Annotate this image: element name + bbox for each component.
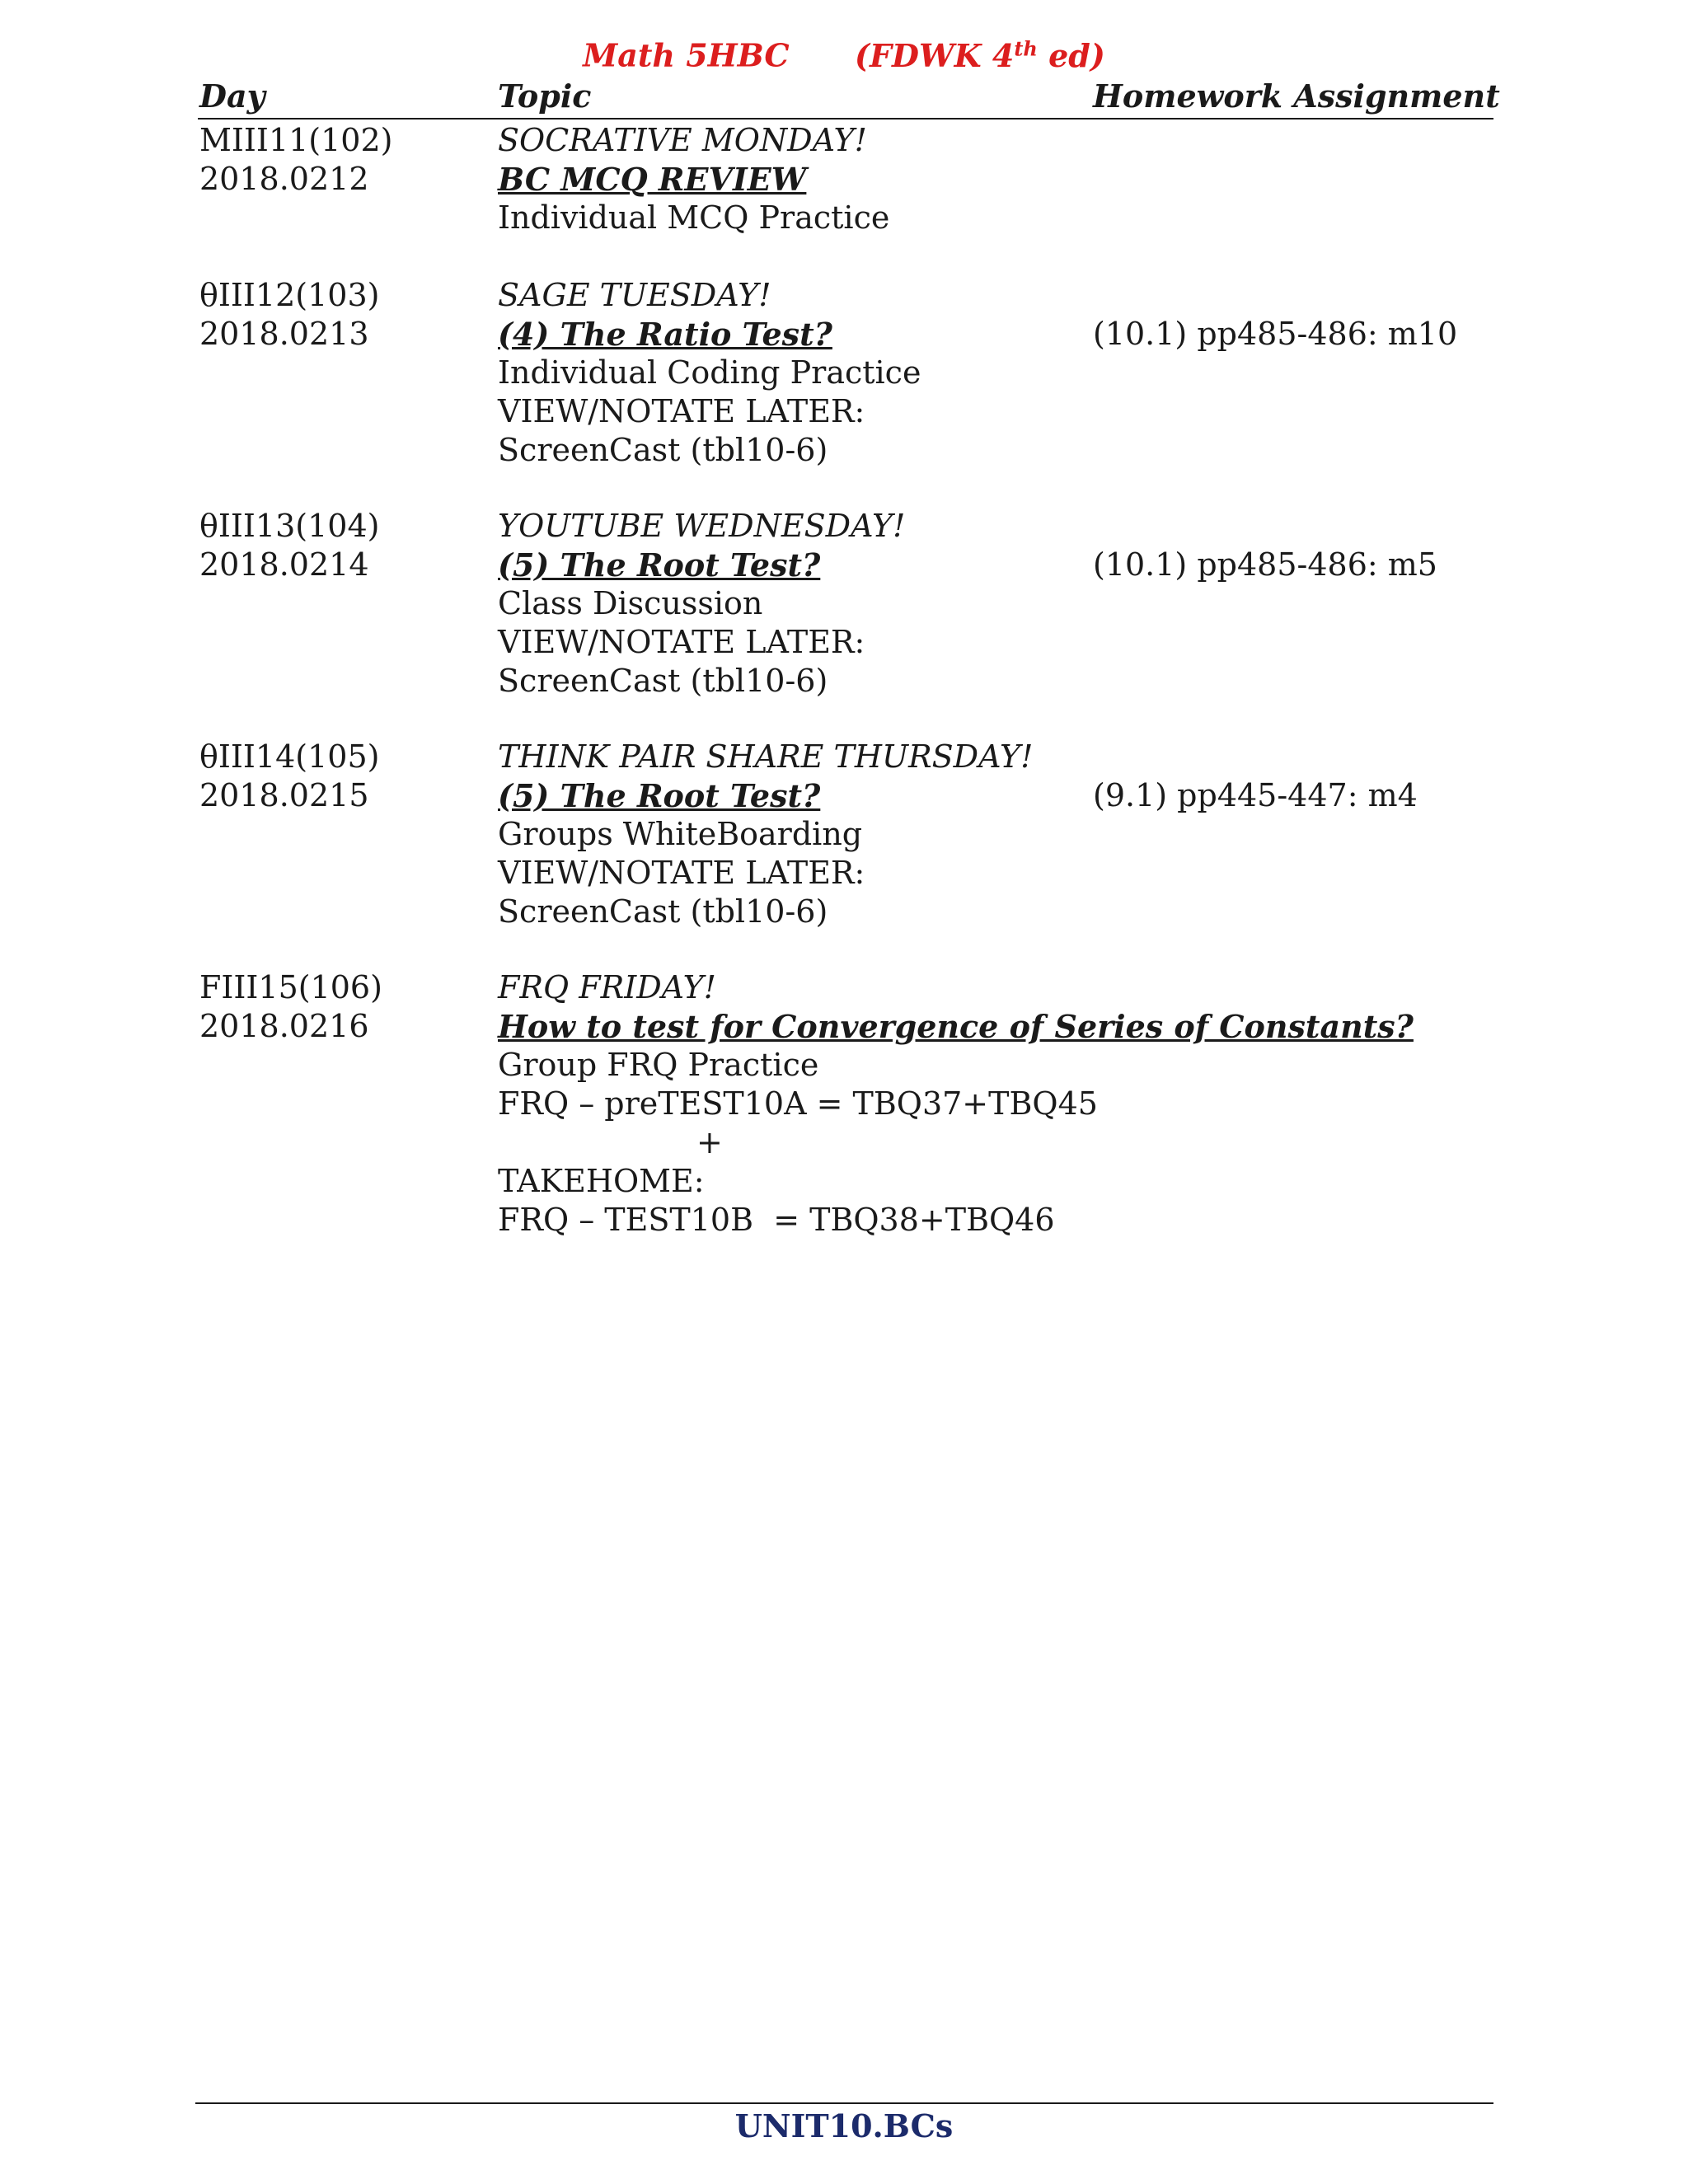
lesson-title: How to test for Convergence of Series of Constants? <box>498 1008 1414 1045</box>
topic-line: TAKEHOME: <box>498 1163 705 1199</box>
topic-line: ScreenCast (tbl10-6) <box>498 432 828 468</box>
topic-line: VIEW/NOTATE LATER: <box>498 393 865 429</box>
day-theme: YOUTUBE WEDNESDAY! <box>498 508 906 544</box>
topic-line: Individual Coding Practice <box>498 354 921 391</box>
day-theme: FRQ FRIDAY! <box>498 969 716 1005</box>
topic-line: Class Discussion <box>498 585 763 621</box>
homework-assignment: (9.1) pp445-447: m4 <box>1093 777 1418 813</box>
topic-line: Group FRQ Practice <box>498 1047 819 1083</box>
topic-line: VIEW/NOTATE LATER: <box>498 624 865 660</box>
day-date: 2018.0212 <box>199 161 369 197</box>
footer-rule <box>195 2102 1493 2104</box>
footer-unit-label: UNIT10.BCs <box>734 2107 954 2144</box>
day-theme: SAGE TUESDAY! <box>498 277 771 313</box>
course-name: Math 5HBC <box>583 36 790 74</box>
topic-line: ScreenCast (tbl10-6) <box>498 893 828 930</box>
column-header-topic: Topic <box>498 77 592 115</box>
document-title <box>0 36 1688 74</box>
lesson-title: BC MCQ REVIEW <box>498 161 807 198</box>
lesson-title: (5) The Root Test? <box>498 777 821 814</box>
topic-line: Individual MCQ Practice <box>498 199 890 236</box>
column-header-homework: Homework Assignment <box>1093 77 1500 115</box>
day-date: 2018.0215 <box>199 777 369 813</box>
lesson-title: (5) The Root Test? <box>498 546 821 583</box>
day-code: θIII12(103) <box>199 277 380 313</box>
edition-label: (FDWK 4th ed) <box>855 36 1105 74</box>
day-theme: THINK PAIR SHARE THURSDAY! <box>498 738 1034 775</box>
topic-line: + <box>696 1124 723 1160</box>
day-date: 2018.0214 <box>199 546 369 583</box>
topic-line: FRQ – preTEST10A = TBQ37+TBQ45 <box>498 1085 1098 1122</box>
topic-line: Groups WhiteBoarding <box>498 816 863 852</box>
header-rule <box>198 118 1493 120</box>
day-date: 2018.0213 <box>199 316 369 352</box>
day-code: FIII15(106) <box>199 969 382 1005</box>
day-code: MIII11(102) <box>199 122 393 158</box>
topic-line: FRQ – TEST10B = TBQ38+TBQ46 <box>498 1202 1055 1238</box>
homework-assignment: (10.1) pp485-486: m5 <box>1093 546 1437 583</box>
lesson-title: (4) The Ratio Test? <box>498 316 832 353</box>
day-date: 2018.0216 <box>199 1008 369 1044</box>
day-theme: SOCRATIVE MONDAY! <box>498 122 867 158</box>
topic-line: VIEW/NOTATE LATER: <box>498 855 865 891</box>
homework-assignment: (10.1) pp485-486: m10 <box>1093 316 1458 352</box>
day-code: θIII14(105) <box>199 738 380 775</box>
column-header-day: Day <box>199 77 265 115</box>
topic-line: ScreenCast (tbl10-6) <box>498 663 828 699</box>
day-code: θIII13(104) <box>199 508 380 544</box>
